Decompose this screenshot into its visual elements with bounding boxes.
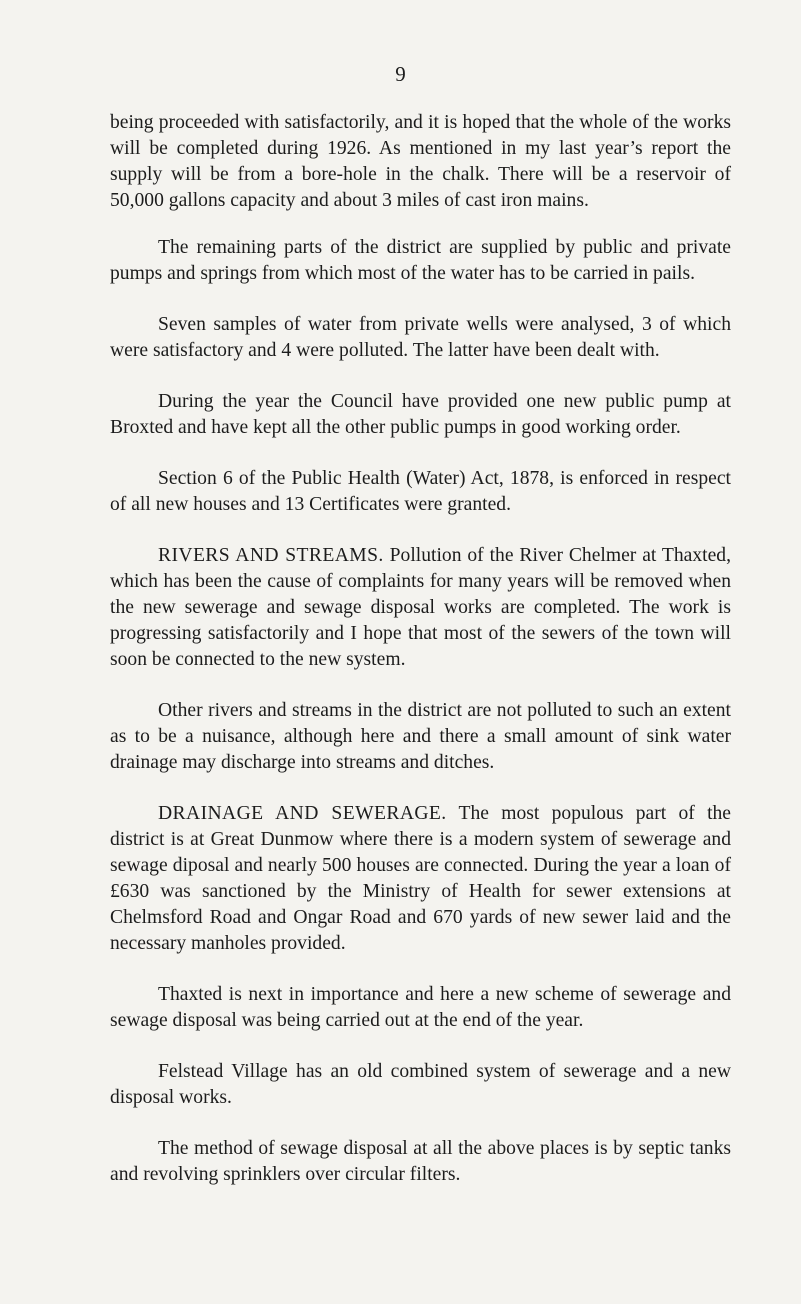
section-heading-rivers-and-streams: RIVERS AND STREAMS. — [158, 545, 384, 566]
paragraph-rivers-body: Pollution of the River Chelmer at Thaxted, which has been the cause of complaints for many years will be removed when the new sewerage and sewage disposal works are completed. The work is progressing satisfactorily and I hope that most of the sewers of the town will soon be connected to the new system. — [110, 545, 732, 670]
paragraph-water-samples: Seven samples of water from private wells were analysed, 3 of which were satisfactory and 4 were polluted. The latter have been dealt with. — [110, 314, 731, 361]
paragraph-thaxted: Thaxted is next in importance and here a new scheme of sewerage and sewage disposal was being carried out at the end of the year. — [110, 984, 731, 1031]
paragraph-disposal-method: The method of sewage disposal at all the above places is by septic tanks and revolving sprinklers over circular filters. — [110, 1138, 731, 1185]
paragraph-felstead: Felstead Village has an old combined system of sewerage and a new disposal works. — [110, 1061, 731, 1108]
paragraph-rivers-and-streams — [110, 543, 731, 673]
paragraph-public-health-act: Section 6 of the Public Health (Water) Act, 1878, is enforced in respect of all new houses and 13 Certificates were granted. — [110, 468, 731, 515]
page-number: 9 — [395, 62, 406, 86]
paragraph-drainage-body: The most populous part of the district is at Great Dunmow where there is a modern system of sewerage and sewage diposal and nearly 500 houses are connected. During the year a loan of £630 was sanctioned by the Ministry of Health for sewer extensions at Chelmsford Road and Ongar Road and 670 yards of new sewer laid and the necessary manholes provided. — [110, 803, 732, 954]
paragraph-remaining-parts: The remaining parts of the district are supplied by public and private pumps and springs from which most of the water has to be carried in pails. — [110, 237, 731, 284]
paragraph-water-supply-continued: being proceeded with satisfactorily, and it is hoped that the whole of the works will be completed during 1926. As mentioned in my last year’s report the supply will be from a bore-hole in the chalk. There will be a reservoir of 50,000 gallons capacity and about 3 miles of cast iron mains. — [110, 112, 731, 211]
paragraph-drainage-and-sewerage — [110, 801, 731, 957]
section-heading-drainage-and-sewerage: DRAINAGE AND SEWERAGE. — [158, 803, 447, 824]
paragraph-public-pump: During the year the Council have provided one new public pump at Broxted and have kept all the other public pumps in good working order. — [110, 391, 731, 438]
body-text — [110, 110, 731, 1213]
paragraph-other-rivers: Other rivers and streams in the district are not polluted to such an extent as to be a nuisance, although here and there a small amount of sink water drainage may discharge into streams and ditches. — [110, 700, 731, 773]
